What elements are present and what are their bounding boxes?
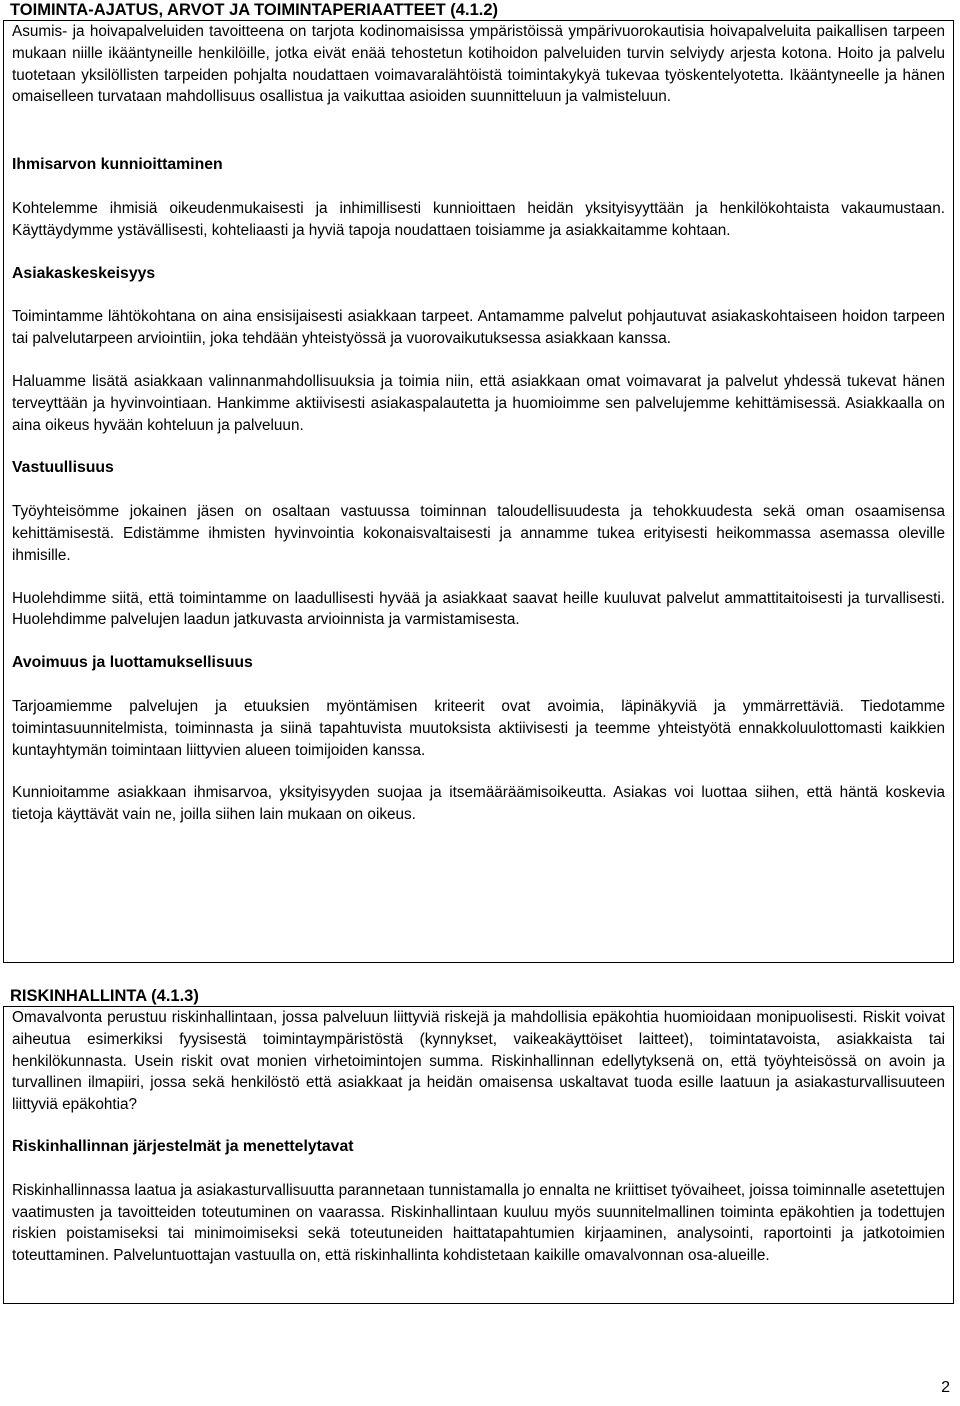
value-paragraph: Kohtelemme ihmisiä oikeudenmukaisesti ja inhimillisesti kunnioittaen heidän yksityisyyttään ja henkilökohtaista vakaumustaan. Käyttäydymme ystävällisesti, kohteliaasti ja hyviä tapoja noudattaen toisiamme ja asiakkaitamme kohtaan. [12,199,945,239]
value-paragraph: Huolehdimme siitä, että toimintamme on laadullisesti hyvää ja asiakkaat saavat heille kuuluvat palvelut ammattitaitoisesti ja turvallisesti. Huolehdimme palvelujen laadun jatkuvasta arvioinnista ja varmistamisesta. [12,589,945,629]
values-box [3,20,954,963]
risk-management-box [3,1006,954,1304]
value-paragraph: Toimintamme lähtökohtana on aina ensisijaisesti asiakkaan tarpeet. Antamamme palvelut pohjautuvat asiakaskohtaiseen hoidon tarpeen tai palvelutarpeen arviointiin, joka tehdään yhteistyössä ja vuorovaikutuksessa asiakkaan kanssa. [12,308,945,348]
section-title-values: TOIMINTA-AJATUS, ARVOT JA TOIMINTAPERIAATTEET (4.1.2) [10,1,498,19]
value-paragraph: Tarjoamiemme palvelujen ja etuuksien myöntämisen kriteerit ovat avoimia, läpinäkyviä ja ymmärrettäviä. Tiedotamme toimintasuunnitelmista, toiminnasta ja siinä tapahtuvista muutoksista aktiivisesti ja teemme yhteistyötä ennakkoluulottomasti kaikkien kuntayhtymän toimintaan liittyvien alueen toimijoiden kanssa. [12,697,945,759]
value-heading-dignity: Ihmisarvon kunnioittaminen [12,156,223,174]
value-heading-customer-centricity: Asiakaskeskeisyys [12,264,156,282]
section-title-risk-management: RISKINHALLINTA (4.1.3) [10,987,199,1005]
risk-subsection-heading: Riskinhallinnan järjestelmät ja menettelytavat [12,1137,354,1155]
values-intro: Asumis- ja hoivapalveluiden tavoitteena on tarjota kodinomaisissa ympäristöissä ympärivuorokautisia hoivapalveluita paikallisen tarpeen mukaan niille ikääntyneille henkilöille, jotka eivät enää tehostetun kotihoidon palveluiden turvin selviydy arjesta kotona. Hoito ja palvelu tuotetaan yksilöllisten tarpeiden pohjalta noudattaen voimavaralähtöistä toimintakykyä tukevaa työskentelyotetta. Ikääntyneelle ja hänen omaiselleen turvataan mahdollisuus osallistua ja vaikuttaa asioiden suunnitteluun ja valmisteluun. [12,23,945,106]
page-number: 2 [941,1379,950,1396]
value-paragraph: Haluamme lisätä asiakkaan valinnanmahdollisuuksia ja toimia niin, että asiakkaan omat voimavarat ja palvelut yhdessä tukevat hänen terveyttään ja hyvinvointiaan. Hankimme aktiivisesti asiakaspalautetta ja huomioimme sen palvelujemme kehittämisessä. Asiakkaalla on aina oikeus hyvään kohteluun ja palveluun. [12,372,945,434]
value-paragraph: Työyhteisömme jokainen jäsen on osaltaan vastuussa toiminnan taloudellisuudesta ja tehokkuudesta sekä oman osaamisensa kehittämisestä. Edistämme ihmisten hyvinvointia kokonaisvaltaisesti ja annamme tukea erityisesti heikommassa asemassa oleville ihmisille. [12,503,945,564]
risk-subsection-text: Riskinhallinnassa laatua ja asiakasturvallisuutta parannetaan tunnistamalla jo ennalta ne kriittiset työvaiheet, joissa toiminnalle asetettujen vaatimusten ja tavoitteiden toteutuminen on vaarassa. Riskinhallintaan kuuluu myös suunnitelmallinen toiminta epäkohtien ja todettujen riskien poistamiseksi tai minimoimiseksi sekä toteutuneiden haittatapahtumien kirjaaminen, analysointi, raportointi ja jatkotoimien toteuttaminen. Palveluntuottajan vastuulla on, että riskinhallinta kohdistetaan kaikille omavalvonnan osa-alueille. [12,1181,945,1265]
value-paragraph: Kunnioitamme asiakkaan ihmisarvoa, yksityisyyden suojaa ja itsemääräämisoikeutta. Asiakas voi luottaa siihen, että häntä koskevia tietoja käyttävät vain ne, joilla siihen lain mukaan on oikeus. [12,784,945,824]
risk-intro: Omavalvonta perustuu riskinhallintaan, jossa palveluun liittyviä riskejä ja mahdollisia epäkohtia huomioidaan monipuolisesti. Riskit voivat aiheutua esimerkiksi fyysisestä toimintaympäristöstä (kynnykset, vaikeakäyttöiset laitteet), toimintatavoista, asiakkaista tai henkilökunnasta. Usein riskit ovat monien virhetoimintojen summa. Riskinhallinnan edellytyksenä on, että työyhteisössä on avoin ja turvallinen ilmapiiri, jossa sekä henkilöstö että asiakkaat ja heidän omaisensa uskaltavat tuoda esille laatuun ja asiakasturvallisuuteen liittyviä epäkohtia? [12,1009,945,1114]
value-heading-openness: Avoimuus ja luottamuksellisuus [12,654,253,672]
value-heading-responsibility: Vastuullisuus [12,459,114,477]
